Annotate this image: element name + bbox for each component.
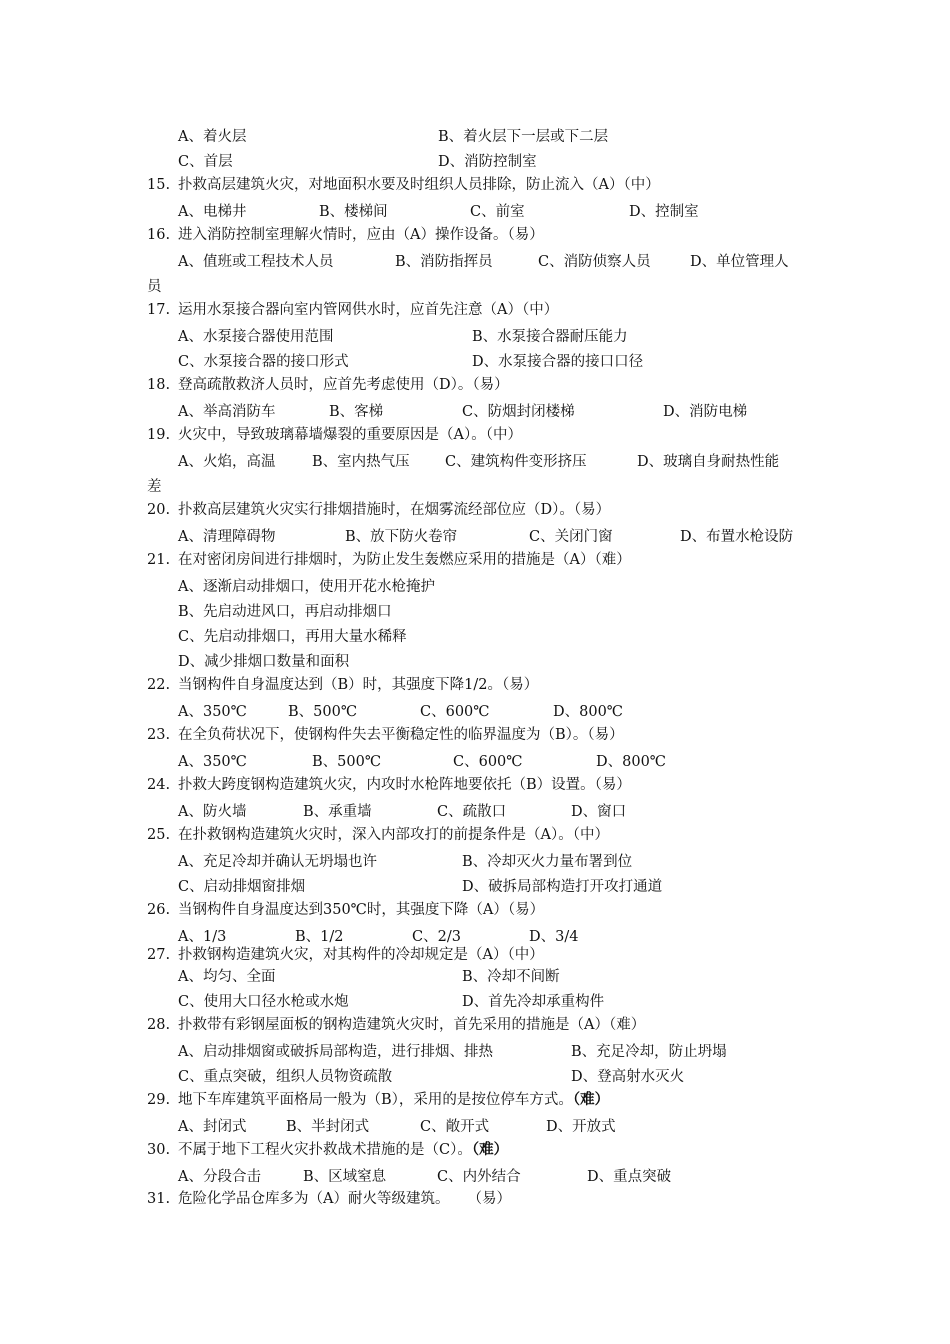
question-number: 18. xyxy=(147,377,171,393)
q16-option-a: A、值班或工程技术人员 xyxy=(178,254,334,270)
q29-option-c: C、敞开式 xyxy=(420,1119,490,1135)
question-stem: 扑救钢构造建筑火灾，对其构件的冷却规定是（A）（中） xyxy=(178,947,544,963)
question-number: 31. xyxy=(147,1191,171,1207)
q18-option-d: D、消防电梯 xyxy=(663,404,748,420)
question-stem: 危险化学品仓库多为（A）耐火等级建筑。 xyxy=(178,1191,450,1207)
question-number: 16. xyxy=(147,227,171,243)
q20-option-a: A、清理障碍物 xyxy=(178,529,276,545)
q30-option-a: A、分段合击 xyxy=(178,1169,261,1185)
q21-option-c: C、先启动排烟口，再用大量水稀释 xyxy=(178,629,407,645)
question-stem: 在全负荷状况下，使钢构件失去平衡稳定性的临界温度为（B）。（易） xyxy=(178,727,624,743)
question-15 xyxy=(147,175,660,195)
q26-option-d: D、3/4 xyxy=(529,929,579,945)
question-17 xyxy=(147,300,558,320)
question-21 xyxy=(147,550,631,570)
question-stem: 扑救带有彩钢屋面板的钢构造建筑火灾时，首先采用的措施是（A）（难） xyxy=(178,1017,646,1033)
question-30 xyxy=(147,1140,508,1160)
question-number: 23. xyxy=(147,727,171,743)
q19-option-b: B、室内热气压 xyxy=(312,454,410,470)
q15-option-a: A、电梯井 xyxy=(178,204,247,220)
q23-option-a: A、350℃ xyxy=(178,754,247,770)
q27-option-d: D、首先冷却承重构件 xyxy=(462,994,605,1010)
question-stem: 进入消防控制室理解火情时，应由（A）操作设备。（易） xyxy=(178,227,544,243)
question-number: 29. xyxy=(147,1092,171,1108)
question-number: 17. xyxy=(147,302,171,318)
q14-option-d: D、消防控制室 xyxy=(438,154,537,170)
q16-option-d: D、单位管理人 xyxy=(690,254,789,270)
q19-option-a: A、火焰，高温 xyxy=(178,454,276,470)
q15-option-d: D、控制室 xyxy=(629,204,699,220)
question-stem: 不属于地下工程火灾扑救战术措施的是（C）。 xyxy=(178,1142,472,1158)
question-stem: 扑救高层建筑火灾实行排烟措施时，在烟雾流经部位应（D）。（易） xyxy=(178,502,611,518)
q24-option-a: A、防火墙 xyxy=(178,804,247,820)
q14-option-a: A、着火层 xyxy=(178,129,247,145)
question-stem: 扑救高层建筑火灾，对地面积水要及时组织人员排除，防止流入（A）（中） xyxy=(178,177,660,193)
question-number: 25. xyxy=(147,827,171,843)
question-number: 30. xyxy=(147,1142,171,1158)
q20-option-c: C、关闭门窗 xyxy=(529,529,613,545)
question-18 xyxy=(147,375,509,395)
question-stem: 扑救大跨度钢构造建筑火灾，内攻时水枪阵地要依托（B）设置。（易） xyxy=(178,777,631,793)
question-stem: 地下车库建筑平面格局一般为（B），采用的是按位停车方式。 xyxy=(178,1092,573,1108)
question-number: 28. xyxy=(147,1017,171,1033)
question-29 xyxy=(147,1090,609,1110)
q19-option-d: D、玻璃自身耐热性能 xyxy=(637,454,780,470)
q16-option-b: B、消防指挥员 xyxy=(395,254,493,270)
difficulty-tag: （难） xyxy=(572,1091,610,1108)
question-number: 27. xyxy=(147,947,171,963)
question-stem: 当钢构件自身温度达到（B）时，其强度下降1/2。（易） xyxy=(178,677,539,693)
q25-option-a: A、充足冷却并确认无坍塌也许 xyxy=(178,854,377,870)
q16-option-d-wrap: 员 xyxy=(147,279,162,295)
question-stem: 当钢构件自身温度达到350℃时，其强度下降（A）（易） xyxy=(178,902,545,918)
q21-option-a: A、逐渐启动排烟口，使用开花水枪掩护 xyxy=(178,579,435,595)
q24-option-c: C、疏散口 xyxy=(437,804,507,820)
question-number: 24. xyxy=(147,777,171,793)
q30-option-b: B、区域窒息 xyxy=(303,1169,387,1185)
q29-option-a: A、封闭式 xyxy=(178,1119,247,1135)
q15-option-b: B、楼梯间 xyxy=(319,204,388,220)
question-number: 20. xyxy=(147,502,171,518)
q22-option-b: B、500℃ xyxy=(288,704,358,720)
question-19 xyxy=(147,425,522,445)
question-31 xyxy=(147,1189,511,1209)
q20-option-d: D、布置水枪设防 xyxy=(680,529,794,545)
q25-option-c: C、启动排烟窗排烟 xyxy=(178,879,306,895)
q30-option-d: D、重点突破 xyxy=(587,1169,672,1185)
q25-option-d: D、破拆局部构造打开攻打通道 xyxy=(462,879,663,895)
question-stem: 运用水泵接合器向室内管网供水时，应首先注意（A）（中） xyxy=(178,302,559,318)
q29-option-d: D、开放式 xyxy=(546,1119,616,1135)
q22-option-a: A、350℃ xyxy=(178,704,247,720)
difficulty-tag: （难） xyxy=(471,1141,509,1158)
question-25 xyxy=(147,825,609,845)
q28-option-b: B、充足冷却，防止坍塌 xyxy=(571,1044,727,1060)
q22-option-d: D、800℃ xyxy=(553,704,624,720)
q19-option-d-wrap: 差 xyxy=(147,479,162,495)
q18-option-b: B、客梯 xyxy=(329,404,384,420)
q21-option-d: D、减少排烟口数量和面积 xyxy=(178,654,350,670)
q26-option-c: C、2/3 xyxy=(412,929,461,945)
question-number: 26. xyxy=(147,902,171,918)
q29-option-b: B、半封闭式 xyxy=(286,1119,370,1135)
difficulty-tag: （易） xyxy=(467,1191,511,1207)
q15-option-c: C、前室 xyxy=(470,204,525,220)
q27-option-c: C、使用大口径水枪或水炮 xyxy=(178,994,349,1010)
q23-option-b: B、500℃ xyxy=(312,754,382,770)
q27-option-a: A、均匀、全面 xyxy=(178,969,276,985)
q28-option-a: A、启动排烟窗或破拆局部构造，进行排烟、排热 xyxy=(178,1044,493,1060)
q19-option-c: C、建筑构件变形挤压 xyxy=(445,454,587,470)
q23-option-c: C、600℃ xyxy=(453,754,523,770)
q17-option-b: B、水泵接合器耐压能力 xyxy=(472,329,628,345)
q21-option-b: B、先启动进风口，再启动排烟口 xyxy=(178,604,392,620)
q23-option-d: D、800℃ xyxy=(596,754,667,770)
q24-option-b: B、承重墙 xyxy=(303,804,372,820)
q17-option-a: A、水泵接合器使用范围 xyxy=(178,329,334,345)
q22-option-c: C、600℃ xyxy=(420,704,490,720)
question-27 xyxy=(147,945,544,965)
q30-option-c: C、内外结合 xyxy=(437,1169,521,1185)
q18-option-a: A、举高消防车 xyxy=(178,404,276,420)
question-16 xyxy=(147,225,544,245)
question-26 xyxy=(147,900,544,920)
question-number: 15. xyxy=(147,177,171,193)
q14-option-c: C、首层 xyxy=(178,154,233,170)
question-28 xyxy=(147,1015,645,1035)
q17-option-d: D、水泵接合器的接口口径 xyxy=(472,354,644,370)
q14-option-b: B、着火层下一层或下二层 xyxy=(438,129,609,145)
q25-option-b: B、冷却灭火力量布署到位 xyxy=(462,854,633,870)
question-stem: 登高疏散救济人员时，应首先考虑使用（D）。（易） xyxy=(178,377,509,393)
question-20 xyxy=(147,500,610,520)
question-24 xyxy=(147,775,631,795)
question-number: 19. xyxy=(147,427,171,443)
question-23 xyxy=(147,725,624,745)
q20-option-b: B、放下防火卷帘 xyxy=(345,529,458,545)
question-22 xyxy=(147,675,538,695)
question-stem: 在扑救钢构造建筑火灾时，深入内部攻打的前提条件是（A）。（中） xyxy=(178,827,609,843)
q16-option-c: C、消防侦察人员 xyxy=(538,254,651,270)
q18-option-c: C、防烟封闭楼梯 xyxy=(462,404,575,420)
question-number: 21. xyxy=(147,552,171,568)
question-stem: 火灾中，导致玻璃幕墙爆裂的重要原因是（A）。（中） xyxy=(178,427,522,443)
question-number: 22. xyxy=(147,677,171,693)
q28-option-d: D、登高射水灭火 xyxy=(571,1069,685,1085)
q24-option-d: D、窗口 xyxy=(571,804,627,820)
question-stem: 在对密闭房间进行排烟时，为防止发生轰燃应采用的措施是（A）（难） xyxy=(178,552,631,568)
q28-option-c: C、重点突破，组织人员物资疏散 xyxy=(178,1069,393,1085)
q17-option-c: C、水泵接合器的接口形式 xyxy=(178,354,349,370)
q27-option-b: B、冷却不间断 xyxy=(462,969,560,985)
q26-option-b: B、1/2 xyxy=(295,929,344,945)
q26-option-a: A、1/3 xyxy=(178,929,227,945)
